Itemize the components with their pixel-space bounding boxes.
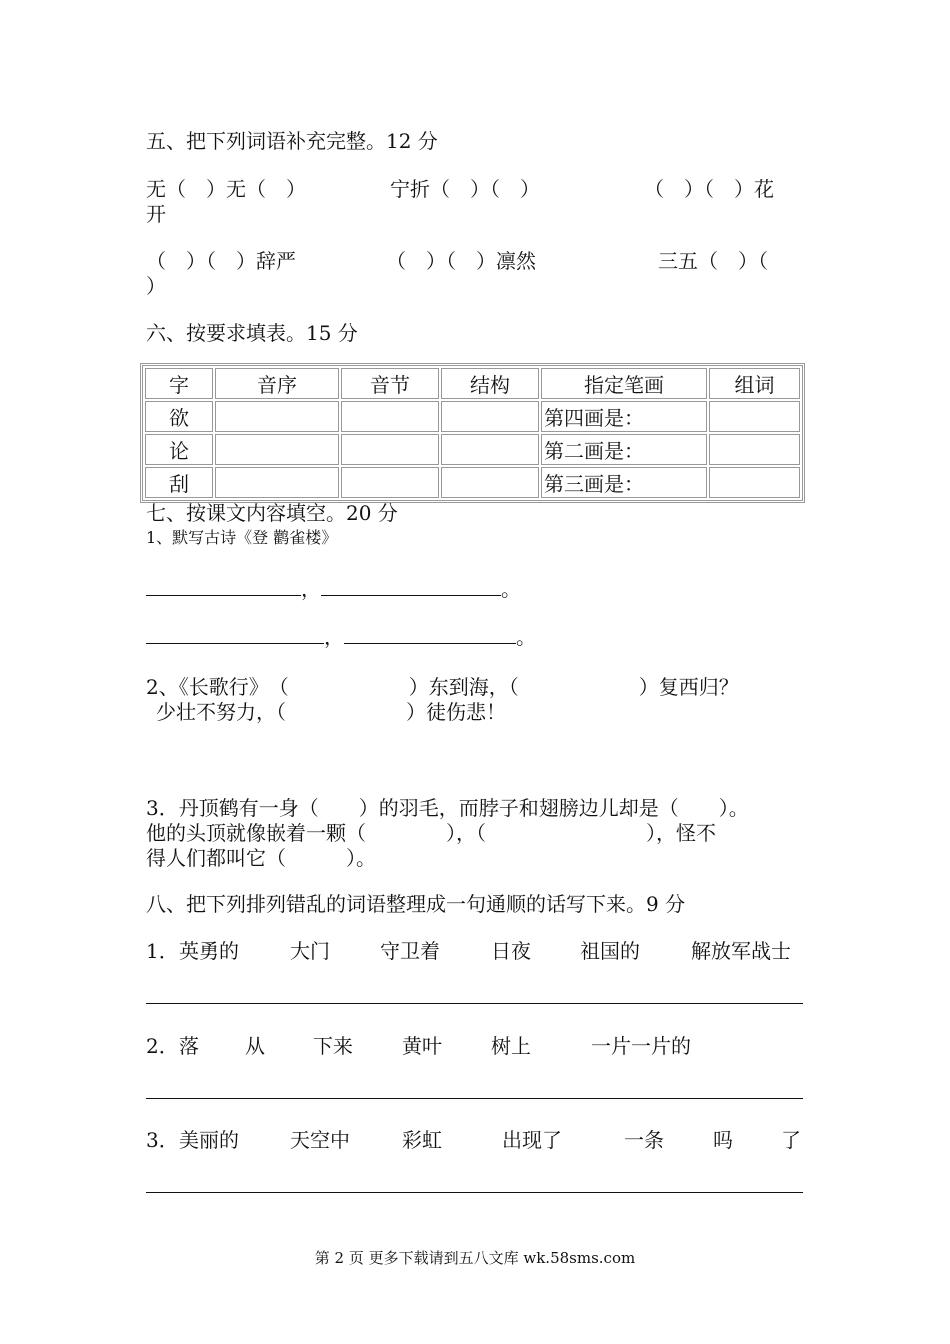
poem-blank[interactable] <box>146 577 301 596</box>
word: 一条 <box>624 1128 664 1152</box>
fill-table <box>140 363 805 503</box>
blank-cell[interactable] <box>215 434 339 465</box>
poem-line-1 <box>146 573 521 602</box>
section-8-title: 八、把下列排列错乱的词语整理成一句通顺的话写下来。9 分 <box>146 892 686 916</box>
idiom-3-wrap: 开 <box>146 202 166 226</box>
q3-line-2: 他的头顶就像嵌着一颗（ ），（ ），怪不 <box>146 821 716 845</box>
poem-blank[interactable] <box>321 577 501 596</box>
answer-line[interactable] <box>146 1098 803 1099</box>
idiom-3: （ ）（ ）花 <box>644 177 774 201</box>
q3-line-3: 得人们都叫它（ ）。 <box>146 846 376 870</box>
blank-cell[interactable] <box>341 467 439 498</box>
header-char: 字 <box>145 368 213 399</box>
idiom-6-wrap: ） <box>146 274 166 298</box>
idiom-1: 无（ ）无（ ） <box>146 177 306 201</box>
word: 黄叶 <box>402 1034 442 1058</box>
blank-cell[interactable] <box>215 401 339 432</box>
header-stroke: 指定笔画 <box>541 368 707 399</box>
header-syllable: 音节 <box>341 368 439 399</box>
word: 祖国的 <box>580 939 640 963</box>
word: 守卫着 <box>380 939 440 963</box>
blank-cell[interactable] <box>709 467 800 498</box>
word: 英勇的 <box>179 939 239 963</box>
answer-line[interactable] <box>146 1003 803 1004</box>
word: 彩虹 <box>402 1128 442 1152</box>
blank-cell[interactable] <box>441 434 539 465</box>
table-header-row <box>145 368 800 399</box>
word: 从 <box>245 1034 265 1058</box>
period: 。 <box>501 577 521 601</box>
table-row <box>145 434 800 465</box>
word: 下来 <box>313 1034 353 1058</box>
row-char: 论 <box>145 434 213 465</box>
period: 。 <box>516 625 536 649</box>
blank-cell[interactable] <box>215 467 339 498</box>
word: 解放军战士 <box>691 939 791 963</box>
blank-cell[interactable] <box>441 401 539 432</box>
idiom-4: （ ）（ ）辞严 <box>146 249 296 273</box>
idiom-6: 三五（ ）（ <box>658 249 768 273</box>
idiom-5: （ ）（ ）凛然 <box>386 249 536 273</box>
poem-blank[interactable] <box>344 625 516 644</box>
answer-line[interactable] <box>146 1192 803 1193</box>
word: 树上 <box>491 1034 531 1058</box>
table-row <box>145 467 800 498</box>
row-char: 欲 <box>145 401 213 432</box>
q8-2-num: 2． <box>146 1034 179 1058</box>
row-char: 刮 <box>145 467 213 498</box>
q1-label: 1、默写古诗《登 鹳雀楼》 <box>146 528 338 547</box>
word: 出现了 <box>502 1128 562 1152</box>
word: 大门 <box>290 939 330 963</box>
header-words: 组词 <box>709 368 800 399</box>
blank-cell[interactable] <box>709 434 800 465</box>
q3-line-1: 3．丹顶鹤有一身（ ）的羽毛，而脖子和翅膀边儿却是（ ）。 <box>146 796 749 820</box>
poem-line-2 <box>146 621 536 650</box>
q2-line-2: 少壮不努力，（ ）徒伤悲！ <box>156 700 506 724</box>
word: 落 <box>179 1034 199 1058</box>
blank-cell[interactable] <box>341 401 439 432</box>
section-5-title: 五、把下列词语补充完整。12 分 <box>146 129 438 153</box>
word: 日夜 <box>491 939 531 963</box>
word: 了 <box>781 1128 801 1152</box>
header-structure: 结构 <box>441 368 539 399</box>
word: 一片一片的 <box>591 1034 691 1058</box>
idiom-2: 宁折（ ）（ ） <box>390 177 540 201</box>
comma: ， <box>301 577 321 601</box>
header-initial: 音序 <box>215 368 339 399</box>
page-footer: 第 2 页 更多下载请到五八文库 wk.58sms.com <box>314 1249 636 1267</box>
row-stroke: 第四画是： <box>541 401 707 432</box>
q2-line-1: 2、《长歌行》 （ ）东到海，（ ）复西归？ <box>146 675 739 699</box>
row-stroke: 第三画是： <box>541 467 707 498</box>
q8-3-num: 3． <box>146 1128 179 1152</box>
poem-blank[interactable] <box>146 625 324 644</box>
q8-1-num: 1． <box>146 939 179 963</box>
word: 美丽的 <box>179 1128 239 1152</box>
table-row <box>145 401 800 432</box>
word: 吗 <box>713 1128 733 1152</box>
comma: ， <box>324 625 344 649</box>
blank-cell[interactable] <box>441 467 539 498</box>
section-6-title: 六、按要求填表。15 分 <box>146 321 358 345</box>
word: 天空中 <box>290 1128 350 1152</box>
row-stroke: 第二画是： <box>541 434 707 465</box>
section-7-title: 七、按课文内容填空。20 分 <box>146 501 398 525</box>
blank-cell[interactable] <box>709 401 800 432</box>
blank-cell[interactable] <box>341 434 439 465</box>
